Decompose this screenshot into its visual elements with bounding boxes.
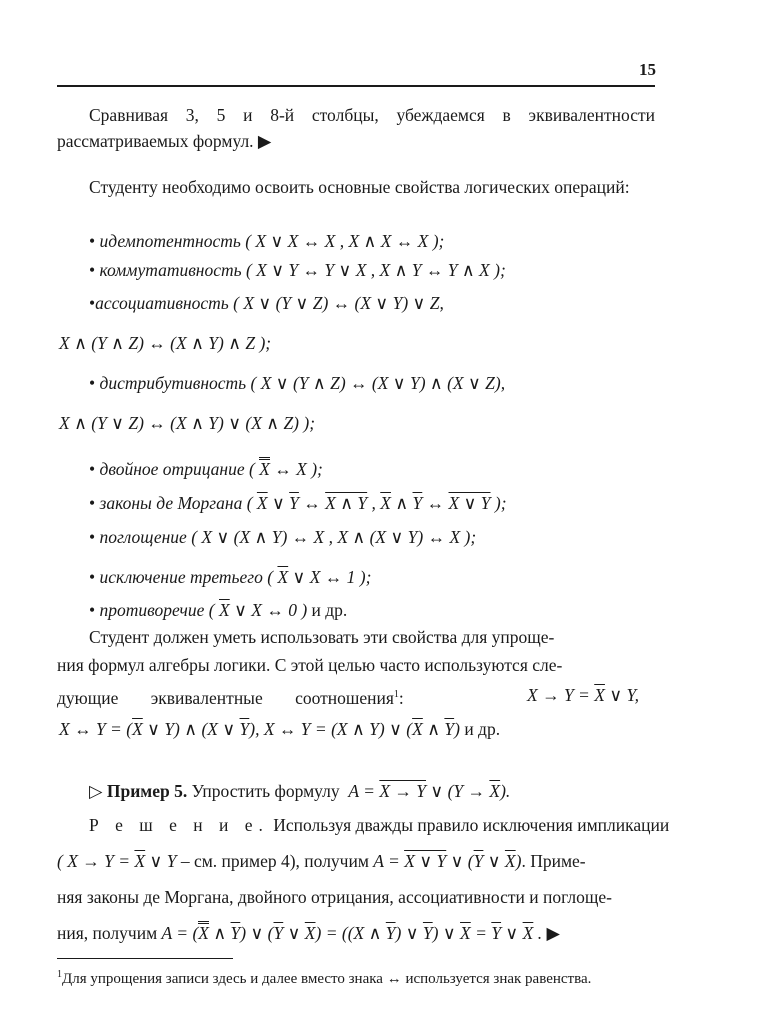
example-marker: ▷	[89, 781, 103, 801]
example-heading	[89, 778, 510, 804]
list-item-commutativity: • коммутативность ( X ∨ Y ↔ Y ∨ X , X ∧ Y ↔ Y ∧ X );	[89, 260, 506, 280]
list-item-associativity: •ассоциативность ( X ∨ (Y ∨ Z) ↔ (X ∨ Y) ∨ Z,	[89, 293, 444, 313]
example-label: Пример 5.	[106, 781, 188, 801]
property-name: дистрибутивность	[99, 373, 247, 393]
property-formula: ( X ∨ (Y ∧ Z) ↔ (X ∨ Y) ∧ (X ∨ Z),	[250, 373, 506, 393]
property-name: законы де Моргана	[99, 493, 243, 513]
property-name: поглощение	[99, 527, 187, 547]
property-formula: ( $\overline{X}$ ∨ X ↔ 0 )	[208, 600, 308, 620]
paragraph-comparison	[57, 102, 655, 154]
solution-word: Р е ш е н и е.	[89, 815, 269, 835]
page-number: 15	[639, 60, 656, 79]
property-name: идемпотентность	[99, 231, 241, 251]
end-of-proof-mark: ▶	[546, 923, 560, 943]
property-name: двойное отрицание	[99, 459, 245, 479]
example-task: Упростить формулу	[191, 781, 340, 801]
property-formula: ( $\overline{X}$ ∨ $\overline{Y}$ ↔ X ∧ Y , $\overline{X}$ ∧ $\overline{Y}$ ↔ X ∨ Y );	[246, 493, 507, 513]
paragraph-line: дующие эквивалентные соотношения$^1$:	[57, 687, 404, 708]
property-formula: ( X ∨ Y ↔ Y ∨ X , X ∧ Y ↔ Y ∧ X );	[245, 260, 506, 280]
property-tail: и др.	[311, 600, 348, 620]
paragraph-line: ния формул алгебры логики. С этой целью часто используются сле-	[57, 655, 563, 675]
formula-continuation: X ∧ (Y ∨ Z) ↔ (X ∧ Y) ∨ (X ∧ Z) );	[59, 413, 316, 433]
property-name: исключение третьего	[99, 567, 263, 587]
property-name: ассоциативность	[95, 293, 229, 313]
property-name: коммутативность	[99, 260, 242, 280]
list-item-distributivity: • дистрибутивность ( X ∨ (Y ∧ Z) ↔ (X ∨ Y) ∧ (X ∨ Z),	[89, 373, 506, 393]
paragraph-text: дующие эквивалентные соотношения	[57, 687, 394, 708]
list-item-contradiction: • противоречие ( $\overline{X}$ ∨ X ↔ 0 ) и др.	[89, 600, 348, 620]
header-rule	[57, 85, 655, 87]
paragraph-text: Студенту необходимо освоить основные свойства логических операций:	[89, 177, 630, 197]
footnote-mark: 1	[57, 969, 62, 980]
footnote	[57, 964, 655, 990]
property-formula: ( X ∨ (X ∧ Y) ↔ X , X ∧ (X ∨ Y) ↔ X );	[191, 527, 477, 547]
paragraph-text: Сравнивая 3, 5 и 8-й столбцы, убеждаемся в эквивалентности рассматриваемых формул. ▶	[57, 105, 655, 151]
list-item-absorption: • поглощение ( X ∨ (X ∧ Y) ↔ X , X ∧ (X ∨ Y) ↔ X );	[89, 527, 477, 547]
implication-formula: $X \to Y = \overline{X}$ ∨ Y,	[527, 685, 639, 705]
property-formula: ( X ∨ (Y ∨ Z) ↔ (X ∨ Y) ∨ Z,	[233, 293, 444, 313]
solution-text: ния, получим	[57, 923, 158, 943]
footnote-text: Для упрощения записи здесь и далее вместо знака ↔ используется знак равенства.	[62, 971, 592, 987]
solution-text: Используя дважды правило исключения импликации	[273, 815, 670, 835]
example-formula: A = X → Y ∨ $(Y \to \overline{X})$.	[344, 781, 511, 801]
list-item-de-morgan: • законы де Моргана ( $\overline{X}$ ∨ $\overline{Y}$ ↔ X ∧ Y , $\overline{X}$ ∧ $\overline{Y}$ ↔ X ∨ Y );	[89, 493, 507, 513]
solution-line: ния, получим A = (X ∧ $\overline{Y}$) ∨ ($\overline{Y}$ ∨ $\overline{X}) = ((X$ ∧ $\overline{Y}$) ∨ $\overline{Y}$) ∨ $\overline{X} = \overline{Y}$ ∨ $\overline{X}$ . ▶	[57, 923, 560, 943]
property-formula: ( X ↔ X );	[248, 459, 323, 479]
solution-text: . Приме-	[521, 851, 586, 871]
paragraph-line: Студент должен уметь использовать эти свойства для упроще-	[89, 627, 555, 647]
list-item-excluded-middle: • исключение третьего ( $\overline{X}$ ∨ X ↔ 1 );	[89, 567, 372, 587]
solution-line: няя законы де Моргана, двойного отрицания, ассоциативности и поглоще-	[57, 887, 612, 907]
list-item-idempotence: • идемпотентность ( X ∨ X ↔ X , X ∧ X ↔ X );	[89, 231, 445, 251]
solution-text: – см. пример 4), получим	[180, 851, 369, 871]
solution-line	[89, 812, 669, 838]
property-formula: ( $\overline{X}$ ∨ X ↔ 1 );	[267, 567, 372, 587]
paragraph-properties-intro	[57, 174, 655, 200]
list-item-double-negation: • двойное отрицание ( X ↔ X );	[89, 459, 323, 479]
paragraph-line: X ↔ $Y = (\overline{X}$ ∨ Y) ∧ (X ∨ $\overline{Y}$), X ↔ Y = (X ∧ Y) ∨ ($\overline{X}$ ∧ $\overline{Y}$) и др.	[59, 719, 501, 739]
footnote-reference: 1	[393, 689, 399, 700]
paragraph-tail: и др.	[464, 719, 501, 739]
footnote-rule	[57, 958, 233, 959]
solution-line: ( $X \to Y = \overline{X}$ ∨ Y – см. пример 4), получим A = X ∨ Y ∨ ($\overline{Y}$ ∨ $\overline{X}$). Приме-	[57, 851, 586, 871]
property-formula: ( X ∨ X ↔ X , X ∧ X ↔ X );	[245, 231, 445, 251]
property-name: противоречие	[99, 600, 205, 620]
formula-continuation: X ∧ (Y ∧ Z) ↔ (X ∧ Y) ∧ Z );	[59, 333, 272, 353]
